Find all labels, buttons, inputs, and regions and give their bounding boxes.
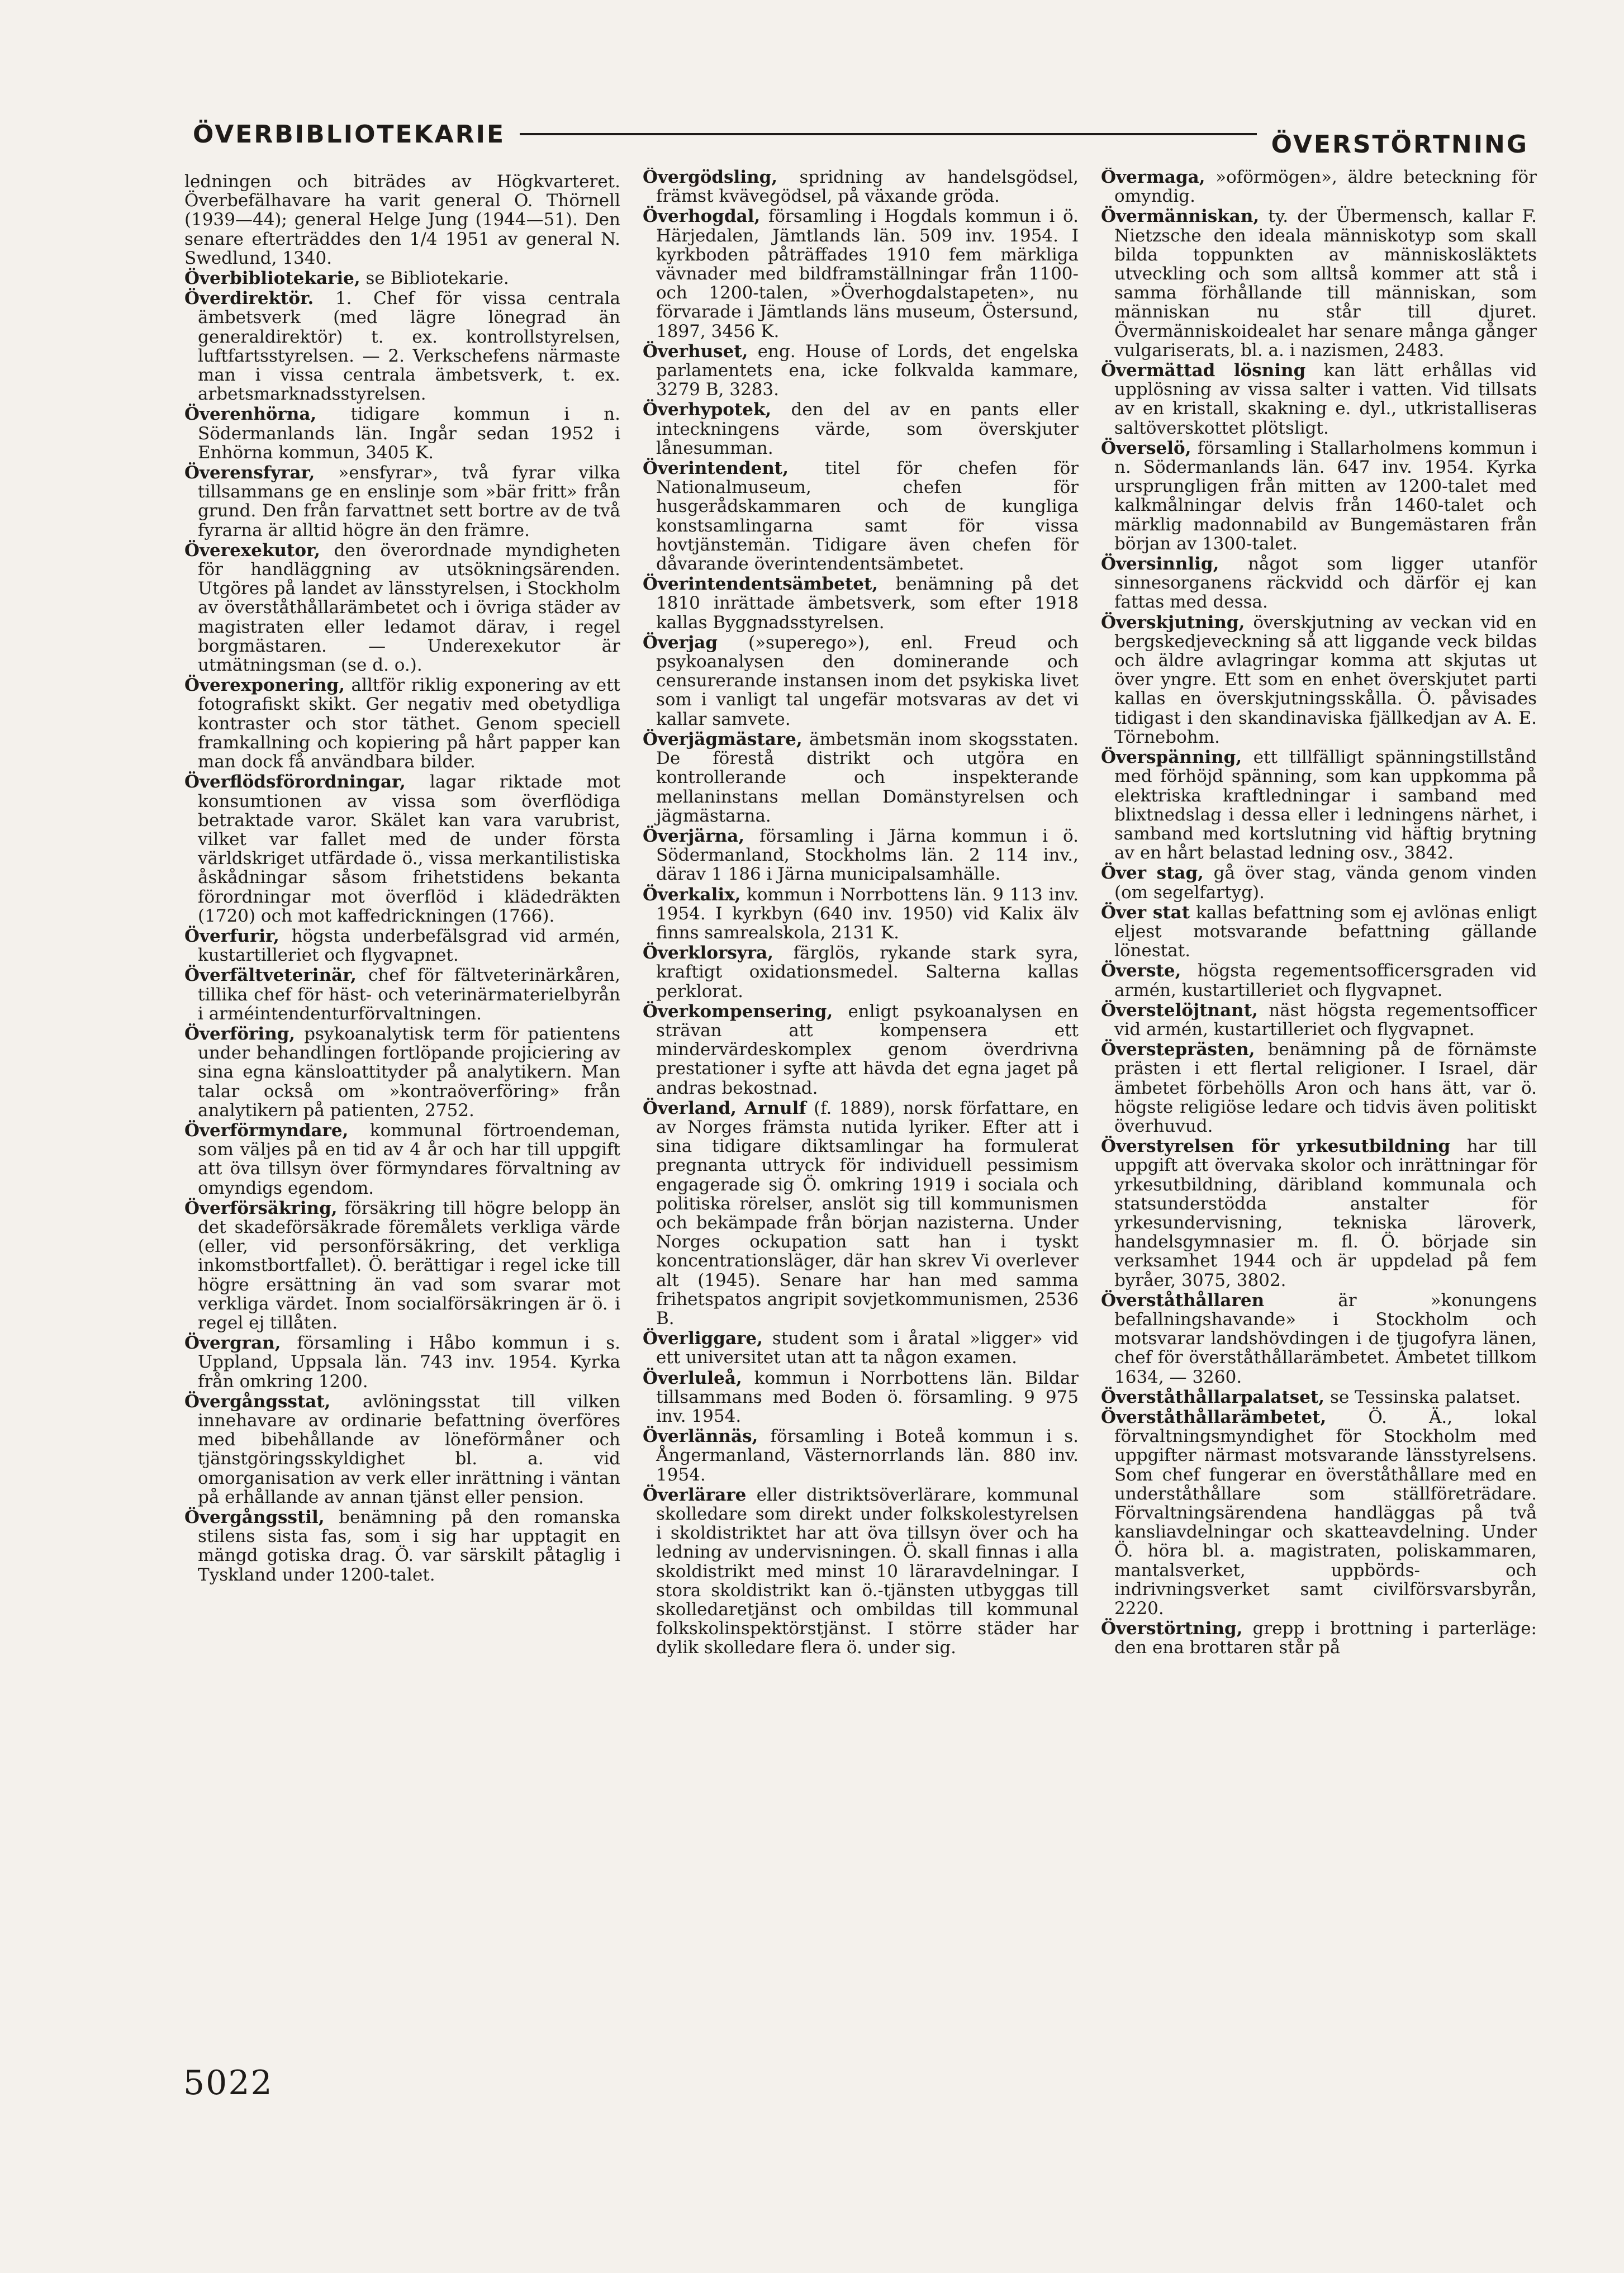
dictionary-entry (1101, 613, 1537, 747)
entry-definition: församling i Stallarholmens kommun i n. Södermanlands län. 647 inv. 1954. Kyrka ursprungligen från mitten av 1200-talet med kalkmålningar delvis från 1460-talet och märklig madonnabild av Bungemästaren från början av 1300-talet. (1114, 438, 1537, 554)
entry-definition: Ö. Ä., lokal förvaltningsmyndighet för Stockholm med uppgifter närmast motsvarande länsstyrelsens. Som chef fungerar en överståthållare med en underståthållare som ställföreträdare. Förvaltningsärendena handläggas på två kansliavdelningar och skatteavdelning. Under Ö. höra bl. a. magistraten, poliskammaren, mantalsverket, uppbörds- och indrivningsverket samt civilförsvarsbyrån, 2220. (1114, 1407, 1537, 1619)
entry-definition: församling i Hogdals kommun i ö. Härjedalen, Jämtlands län. 509 inv. 1954. I kyrkboden påträffades 1910 fem märkliga vävnader med bildframställningar från 1100- och 1200-talen, »Överhogdalstapeten», nu förvarade i Jämtlands läns museum, Östersund, 1897, 3456 K. (656, 206, 1079, 341)
entry-definition: »oförmögen», äldre beteckning för omyndig. (1114, 168, 1537, 207)
entry-headword: Över stag, (1101, 863, 1204, 884)
entry-headword: Överintendent, (643, 458, 789, 479)
entry-headword: Övermänniskan, (1101, 206, 1260, 227)
entry-headword: Överintendentsämbetet, (643, 574, 879, 595)
entry-headword: Överjägmästare, (643, 729, 802, 749)
entry-headword: Överföring, (184, 1023, 296, 1044)
entry-continuation (184, 172, 620, 268)
dictionary-entry (184, 1199, 620, 1332)
entry-definition: student som i åratal »ligger» vid ett universitet utan att ta någon examen. (656, 1328, 1079, 1368)
dictionary-entry (643, 207, 1079, 340)
entry-headword: Överkompensering, (643, 1001, 833, 1022)
dictionary-entry (643, 459, 1079, 573)
entry-headword: Överluleå, (643, 1368, 742, 1388)
dictionary-entry (1101, 168, 1537, 206)
entry-headword: Överenhörna, (184, 404, 317, 425)
entry-definition: se Tessinska palatset. (1324, 1387, 1521, 1407)
dictionary-entry (1101, 748, 1537, 862)
header-rule (520, 133, 1257, 135)
entry-definition: näst högsta regementsofficer vid armén, kustartilleriet och flygvapnet. (1114, 1000, 1537, 1040)
entry-definition: psykoanalytisk term för patientens under behandlingen fortlöpande projiciering av sina egna känsloattityder på analytikern. Man talar också om »kontraöverföring» från analytikern på patienten, 2752. (198, 1023, 620, 1121)
dictionary-entry (184, 927, 620, 965)
entry-definition: högsta underbefälsgrad vid armén, kustartilleriet och flygvapnet. (198, 926, 620, 966)
entry-headword: Överjag (643, 632, 718, 653)
entry-definition: församling i Boteå kommun i s. Ångermanland, Västernorrlands län. 880 inv. 1954. (656, 1426, 1079, 1485)
entry-definition: överskjutning av veckan vid en bergskedjeveckning så att liggande veck bildas och äldre avlagringar komma att skjutas ut över yngre. Ett som en enhet överskjutet parti kallas en överskjutningsskålla. Ö. påvisades tidigast i den skandinaviska fjällkedjan av A. E. Törnebohm. (1114, 612, 1537, 747)
entry-definition: ty. der Übermensch, kallar F. Nietzsche den ideala människotyp som skall bilda toppunkten av människosläktets utveckling och som alltså kommer att stå i samma förhållande till människan, som människan nu står till djuret. Övermänniskoidealet har senare många gånger vulgariserats, bl. a. i nazismen, 2483. (1114, 206, 1537, 360)
entry-definition: kommun i Norrbottens län. 9 113 inv. 1954. I kyrkbyn (640 inv. 1950) vid Kalix älv finns samrealskola, 2131 K. (656, 884, 1079, 943)
dictionary-entry (184, 541, 620, 675)
entry-definition: 1. Chef för vissa centrala ämbetsverk (med lägre lönegrad än generaldirektör) t. ex. kontrollstyrelsen, luftfartsstyrelsen. — 2. Verkschefens närmaste man i vissa centrala ämbetsverk, t. ex. arbetsmarknadsstyrelsen. (198, 288, 620, 405)
entry-headword: Överstörtning, (1101, 1619, 1243, 1639)
entry-definition: högsta regementsofficersgraden vid armén, kustartilleriet och flygvapnet. (1114, 961, 1537, 1000)
entry-headword: Överhogdal, (643, 206, 761, 227)
entry-definition: färglös, rykande stark syra, kraftigt oxidationsmedel. Salterna kallas perklorat. (656, 943, 1079, 1002)
entry-definition: något som ligger utanför sinnesorganens räckvidd och därför ej kan fattas med dessa. (1114, 554, 1537, 613)
dictionary-entry (184, 405, 620, 462)
dictionary-entry (1101, 1619, 1537, 1657)
entry-headword: Överexponering, (184, 675, 345, 696)
entry-definition: kallas befattning som ej avlönas enligt eljest motsvarande befattning gällande lönestat. (1114, 902, 1537, 961)
entry-definition: benämning på de förnämste prästen i ett flertal religioner. I Israel, där ämbetet förbehölls Aron och hans ätt, var ö. högste religiöse ledare och tidvis även politiskt överhuvud. (1114, 1040, 1537, 1136)
running-header (193, 115, 1528, 159)
entry-headword: Överståthållarpalatset, (1101, 1387, 1325, 1407)
entry-headword: Övergångsstat, (184, 1391, 331, 1412)
entry-headword: Översteprästen, (1101, 1040, 1255, 1060)
entry-definition: ledningen och biträdes av Högkvarteret. Överbefälhavare ha varit general O. Thörnell (1939—44); general Helge Jung (1944—51). Den senare efterträddes den 1/4 1951 av general N. Swedlund, 1340. (184, 172, 620, 268)
page-number: 5022 (183, 2063, 273, 2103)
column-middle (643, 168, 1079, 1945)
entry-headword: Överklorsyra, (643, 943, 774, 964)
column-left (184, 168, 620, 1945)
entry-definition: kommun i Norrbottens län. Bildar tillsammans med Boden ö. församling. 9 975 inv. 1954. (656, 1368, 1079, 1426)
entry-headword: Övermättad lösning (1101, 360, 1306, 381)
dictionary-entry (643, 168, 1079, 206)
entry-headword: Överstyrelsen för yrkesutbildning (1101, 1136, 1451, 1157)
dictionary-entry (184, 269, 620, 288)
entry-headword: Övergångsstil, (184, 1507, 325, 1528)
entry-definition: spridning av handelsgödsel, främst kvävegödsel, på växande gröda. (656, 168, 1079, 207)
entry-headword: Överlärare (643, 1484, 747, 1505)
entry-headword: Överselö, (1101, 438, 1191, 458)
header-right-guideword: ÖVERSTÖRTNING (1271, 130, 1528, 159)
entry-definition: kommunal förtroendeman, som väljes på en tid av 4 år och har till uppgift att öva tillsyn över förmyndares förvaltning av omyndigs egendom. (198, 1120, 620, 1198)
dictionary-entry (643, 1099, 1079, 1328)
entry-headword: Överlännäs, (643, 1426, 758, 1447)
entry-headword: Överjärna, (643, 825, 745, 846)
entry-definition: chef för fältveterinärkåren, tillika chef för häst- och veterinärmaterielbyrån i arméintendenturförvaltningen. (198, 965, 620, 1024)
header-left-guideword: ÖVERBIBLIOTEKARIE (193, 120, 505, 149)
dictionary-entry (1101, 1040, 1537, 1136)
text-columns (184, 168, 1537, 1945)
dictionary-entry (1101, 1408, 1537, 1618)
dictionary-entry (643, 730, 1079, 825)
entry-definition: ämbetsmän inom skogsstaten. De förestå distrikt och utgöra en kontrollerande och inspekterande mellaninstans mellan Domänstyrelsen och jägmästarna. (656, 729, 1079, 826)
entry-headword: Översinnlig, (1101, 554, 1219, 575)
entry-definition: eng. House of Lords, det engelska parlamentets ena, icke folkvalda kammare, 3279 B, 3283. (656, 341, 1079, 400)
entry-definition: (f. 1889), norsk författare, en av Norges främsta nutida lyriker. Efter att i sina tidigare diktsamlingar ha formulerat pregnanta uttryck för individuell pessimism engagerade sig Ö. omkring 1919 i sociala och politiska rörelser, anslöt sig till kommunismen och bekämpade från början nazisterna. Under Norges ockupation satt han i tyskt koncentrationsläger, där han skrev Vi overlever alt (1945). Senare har han med samma frihetspatos angripit sovjetkommunismen, 2536 B. (656, 1098, 1079, 1328)
entry-definition: avlöningsstat till vilken innehavare av ordinarie befattning överföres med bibehållande av löneförmåner och tjänstgöringsskyldighet bl. a. vid omorganisation av verk eller inrättning i väntan på erhållande av annan tjänst eller pension. (198, 1391, 620, 1507)
dictionary-entry (184, 1121, 620, 1198)
entry-headword: Överdirektör. (184, 288, 314, 309)
dictionary-entry (1101, 903, 1537, 961)
entry-definition: lagar riktade mot konsumtionen av vissa som överflödiga betraktade varor. Skälet kan vara varubrist, vilket var fallet med de under första världskriget utfärdade ö., vissa merkantilistiska åskådningar såsom frihetstidens bekanta förordningar mot överflöd i klädedräkten (1720) och mot kaffedrickningen (1766). (198, 772, 620, 926)
entry-definition: den del av en pants eller inteckningens värde, som överskjuter lånesumman. (656, 400, 1079, 458)
column-right (1101, 168, 1537, 1945)
dictionary-entry (184, 1392, 620, 1507)
dictionary-entry (184, 1334, 620, 1391)
dictionary-entry (184, 463, 620, 540)
entry-headword: Överfältveterinär, (184, 965, 357, 986)
entry-definition: »ensfyrar», två fyrar vilka tillsammans ge en enslinje som »bär fritt» från grund. Den från farvattnet sett bortre av de två fyrarna är alltid högre än den främre. (198, 463, 620, 540)
dictionary-entry (1101, 439, 1537, 553)
dictionary-entry (184, 1024, 620, 1120)
dictionary-entry (643, 575, 1079, 632)
entry-definition: församling i Järna kommun i ö. Södermanland, Stockholms län. 2 114 inv., därav 1 186 i Järna municipalsamhälle. (656, 825, 1079, 885)
entry-definition: gå över stag, vända genom vinden (om segelfartyg). (1114, 863, 1537, 903)
entry-definition: försäkring till högre belopp än det skadeförsäkrade föremålets verkliga värde (eller, vid personförsäkring, det verkliga inkomstbortfallet). Ö. berättigar i regel icke till högre ersättning än vad som svarar mot verkliga värdet. Inom socialförsäkringen är ö. i regel ej tillåten. (198, 1198, 620, 1333)
entry-definition: kan lätt erhållas vid upplösning av vissa salter i vatten. Vid tillsats av en kristall, skakning e. dyl., utkristalliseras saltöverskottet plötsligt. (1114, 360, 1537, 438)
entry-headword: Överspänning, (1101, 747, 1242, 768)
dictionary-entry (1101, 1388, 1537, 1407)
dictionary-entry (1101, 961, 1537, 999)
entry-definition: församling i Håbo kommun i s. Uppland, Uppsala län. 743 inv. 1954. Kyrka från omkring 1200. (198, 1333, 620, 1392)
dictionary-entry (1101, 1137, 1537, 1290)
entry-headword: Överensfyrar, (184, 463, 315, 483)
entry-headword: Överförmyndare, (184, 1120, 349, 1141)
entry-definition: benämning på den romanska stilens sista fas, som i sig har upptagit en mängd gotiska drag. Ö. var särskilt påtaglig i Tyskland under 1200-talet. (198, 1507, 620, 1585)
entry-headword: Övergran, (184, 1333, 281, 1354)
dictionary-entry (643, 633, 1079, 729)
entry-headword: Övermaga, (1101, 168, 1205, 187)
entry-definition: alltför riklig exponering av ett fotografiskt skikt. Ger negativ med obetydliga kontraster och stor täthet. Genom speciell framkallning och kopiering på hårt papper kan man dock få användbara bilder. (198, 675, 620, 772)
dictionary-entry (643, 827, 1079, 884)
entry-headword: Överhuset, (643, 341, 748, 362)
dictionary-entry (184, 676, 620, 771)
entry-headword: Överbibliotekarie, (184, 268, 360, 289)
entry-headword: Överförsäkring, (184, 1198, 338, 1218)
dictionary-entry (184, 289, 620, 404)
entry-headword: Överstelöjtnant, (1101, 1000, 1258, 1021)
entry-headword: Övergödsling, (643, 168, 778, 187)
dictionary-entry (1101, 361, 1537, 438)
entry-headword: Överflödsförordningar, (184, 772, 406, 793)
dictionary-entry (643, 1002, 1079, 1098)
dictionary-entry (643, 943, 1079, 1001)
entry-definition: ett tillfälligt spänningstillstånd med förhöjd spänning, som kan uppkomma på elektriska kraftledningar i samband med blixtnedslag i dessa eller i ledningens närhet, i samband med kortslutning vid häftig brytning av en hårt belastad ledning osv., 3842. (1114, 747, 1537, 863)
dictionary-entry (643, 1369, 1079, 1426)
dictionary-entry (643, 1486, 1079, 1658)
entry-definition: benämning på det 1810 inrättade ämbetsverk, som efter 1918 kallas Byggnadsstyrelsen. (656, 574, 1079, 633)
dictionary-entry (643, 1329, 1079, 1367)
dictionary-entry (1101, 207, 1537, 360)
dictionary-entry (1101, 554, 1537, 612)
dictionary-entry (643, 400, 1079, 458)
dictionary-entry (643, 1427, 1079, 1484)
dictionary-entry (1101, 1001, 1537, 1039)
dictionary-entry (184, 966, 620, 1023)
entry-definition: tidigare kommun i n. Södermanlands län. Ingår sedan 1952 i Enhörna kommun, 3405 K. (198, 404, 620, 463)
dictionary-entry (184, 772, 620, 926)
entry-definition: den överordnade myndigheten för handläggning av utsökningsärenden. Utgöres på landet av länsstyrelsen, i Stockholm av överståthållarämbetet och i övriga städer av magistraten eller ledamot därav, i regel borgmästaren. — Underexekutor är utmätningsman (se d. o.). (198, 540, 620, 676)
entry-headword: Överste, (1101, 961, 1181, 981)
entry-headword: Överhypotek, (643, 400, 772, 420)
entry-headword: Över stat (1101, 902, 1190, 923)
entry-headword: Överland, Arnulf (643, 1098, 806, 1118)
dictionary-entry (643, 885, 1079, 943)
dictionary-entry (1101, 1291, 1537, 1387)
entry-headword: Överkalix, (643, 884, 741, 905)
entry-definition: enligt psykoanalysen en strävan att kompensera ett mindervärdeskomplex genom överdrivna prestationer i syfte att hävda det egna jaget på andras bekostnad. (656, 1001, 1079, 1098)
dictionary-entry (643, 342, 1079, 400)
dictionary-entry (184, 1508, 620, 1584)
entry-definition: är »konungens befallningshavande» i Stockholm och motsvarar landshövdingen i de tjugofyra länen, chef för överståthållarämbetet. Ämbetet tillkom 1634, — 3260. (1114, 1290, 1537, 1387)
entry-definition: se Bibliotekarie. (360, 268, 509, 289)
entry-definition: grepp i brottning i parterläge: den ena brottaren står på (1114, 1619, 1537, 1658)
entry-headword: Överfurir, (184, 926, 279, 946)
dictionary-entry (1101, 863, 1537, 901)
entry-headword: Överliggare, (643, 1328, 763, 1349)
entry-headword: Överexekutor, (184, 540, 320, 561)
entry-headword: Överståthållaren (1101, 1290, 1265, 1311)
entry-definition: har till uppgift att övervaka skolor och inrättningar för yrkesutbildning, däribland kommunala och statsunderstödda anstalter för yrkesundervisning, tekniska läroverk, handelsgymnasier m. fl. Ö. började sin verksamhet 1944 och är uppdelad på fem byråer, 3075, 3802. (1114, 1136, 1537, 1290)
entry-definition: titel för chefen för Nationalmuseum, chefen för husgerådskammaren och de kungliga konstsamlingarna samt för vissa hovtjänstemän. Tidigare även chefen för dåvarande överintendentsämbetet. (656, 458, 1079, 575)
entry-definition: eller distriktsöverlärare, kommunal skolledare som direkt under folkskolestyrelsen i skoldistriktet har att öva tillsyn över och ha ledning av undervisningen. Ö. skall finnas i alla skoldistrikt med minst 10 läraravdelningar. I stora skoldistrikt kan ö.-tjänsten utbyggas till skolledaretjänst och ombildas till kommunal folkskolinspektörstjänst. I större städer har dylik skolledare flera ö. under sig. (656, 1484, 1079, 1658)
entry-headword: Överståthållarämbetet, (1101, 1407, 1327, 1427)
entry-definition: (»superego»), enl. Freud och psykoanalysen den dominerande och censurerande instansen inom det psykiska livet som i vanligt tal ungefär motsvaras av det vi kallar samvete. (656, 632, 1079, 729)
entry-headword: Överskjutning, (1101, 612, 1245, 633)
